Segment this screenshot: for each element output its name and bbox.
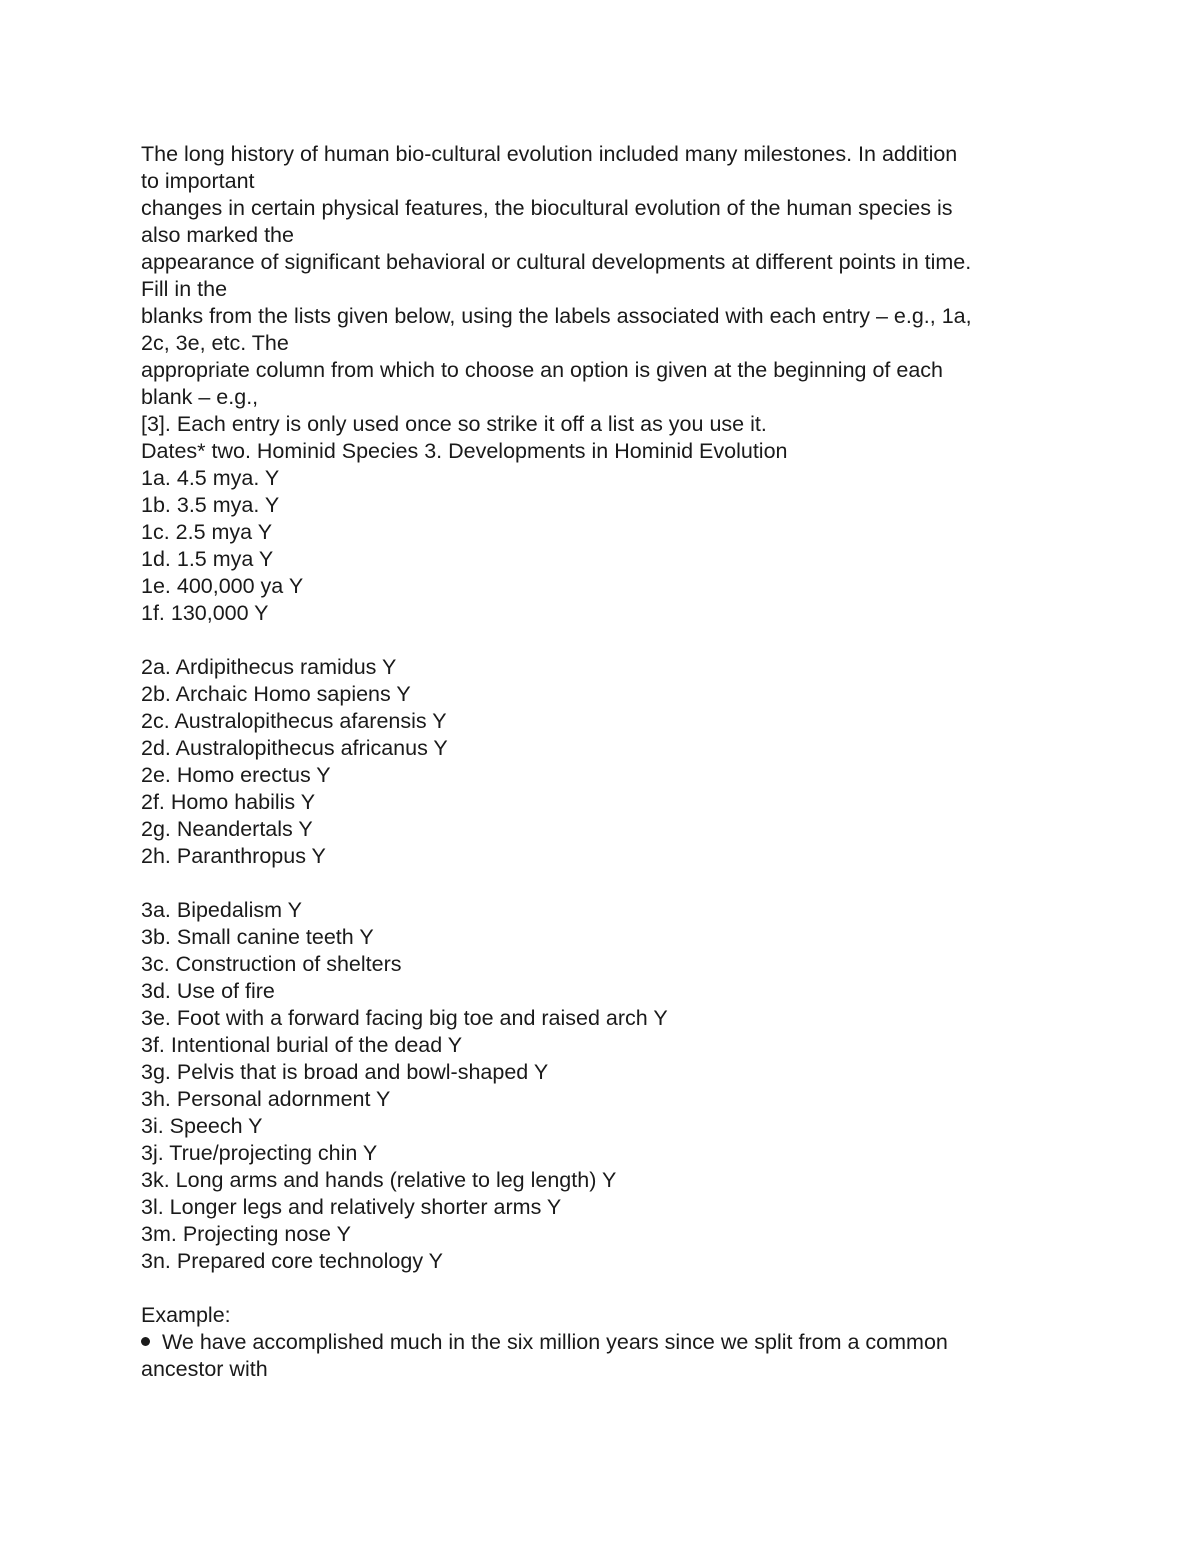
list-item: 3b. Small canine teeth Y [141, 925, 374, 949]
list-item: 3m. Projecting nose Y [141, 1222, 351, 1246]
list-item: 3f. Intentional burial of the dead Y [141, 1033, 463, 1057]
list-item: 3n. Prepared core technology Y [141, 1249, 443, 1273]
developments-list [141, 897, 1061, 1275]
list-item: 2c. Australopithecus afarensis Y [141, 709, 447, 733]
example-bullet-item [141, 1329, 1061, 1356]
intro-line: to important [141, 169, 255, 193]
list-item: 1d. 1.5 mya Y [141, 547, 274, 571]
list-item: 1b. 3.5 mya. Y [141, 493, 280, 517]
blank-line [141, 870, 1061, 897]
list-item: 2a. Ardipithecus ramidus Y [141, 655, 397, 679]
dates-list [141, 465, 1061, 627]
blank-line [141, 627, 1061, 654]
species-list [141, 654, 1061, 870]
list-item: 3j. True/projecting chin Y [141, 1141, 378, 1165]
intro-line: blanks from the lists given below, using the labels associated with each entry – e.g., 1a, [141, 304, 972, 328]
list-item: 2d. Australopithecus africanus Y [141, 736, 448, 760]
bullet-icon [141, 1337, 150, 1346]
list-item: 3d. Use of fire [141, 979, 275, 1003]
list-item: 3h. Personal adornment Y [141, 1087, 391, 1111]
example-heading: Example: [141, 1303, 231, 1327]
list-item: 3g. Pelvis that is broad and bowl-shaped Y [141, 1060, 549, 1084]
list-item: 1a. 4.5 mya. Y [141, 466, 280, 490]
intro-line: The long history of human bio-cultural evolution included many milestones. In addition [141, 142, 958, 166]
list-item: 3k. Long arms and hands (relative to leg length) Y [141, 1168, 617, 1192]
list-item: 1f. 130,000 Y [141, 601, 269, 625]
example-section [141, 1302, 1061, 1383]
list-item: 3i. Speech Y [141, 1114, 263, 1138]
list-item: 3e. Foot with a forward facing big toe and raised arch Y [141, 1006, 668, 1030]
column-headings: Dates* two. Hominid Species 3. Developments in Hominid Evolution [141, 439, 788, 463]
list-item: 3l. Longer legs and relatively shorter arms Y [141, 1195, 562, 1219]
list-item: 2g. Neandertals Y [141, 817, 313, 841]
example-bullet-text: We have accomplished much in the six million years since we split from a common [162, 1330, 948, 1354]
intro-paragraph [141, 141, 1061, 465]
intro-line: Fill in the [141, 277, 228, 301]
intro-line: [3]. Each entry is only used once so strike it off a list as you use it. [141, 412, 767, 436]
list-item: 1c. 2.5 mya Y [141, 520, 273, 544]
intro-line: appropriate column from which to choose an option is given at the beginning of each [141, 358, 943, 382]
example-bullet-continuation: ancestor with [141, 1357, 268, 1381]
list-item: 2h. Paranthropus Y [141, 844, 326, 868]
list-item: 2f. Homo habilis Y [141, 790, 316, 814]
intro-line: 2c, 3e, etc. The [141, 331, 289, 355]
list-item: 2b. Archaic Homo sapiens Y [141, 682, 411, 706]
intro-line: appearance of significant behavioral or cultural developments at different points in time. [141, 250, 972, 274]
intro-line: blank – e.g., [141, 385, 259, 409]
list-item: 2e. Homo erectus Y [141, 763, 331, 787]
document-page [141, 141, 1061, 1383]
intro-line: changes in certain physical features, the biocultural evolution of the human species is [141, 196, 953, 220]
blank-line [141, 1275, 1061, 1302]
intro-line: also marked the [141, 223, 294, 247]
list-item: 1e. 400,000 ya Y [141, 574, 304, 598]
list-item: 3c. Construction of shelters [141, 952, 402, 976]
list-item: 3a. Bipedalism Y [141, 898, 302, 922]
